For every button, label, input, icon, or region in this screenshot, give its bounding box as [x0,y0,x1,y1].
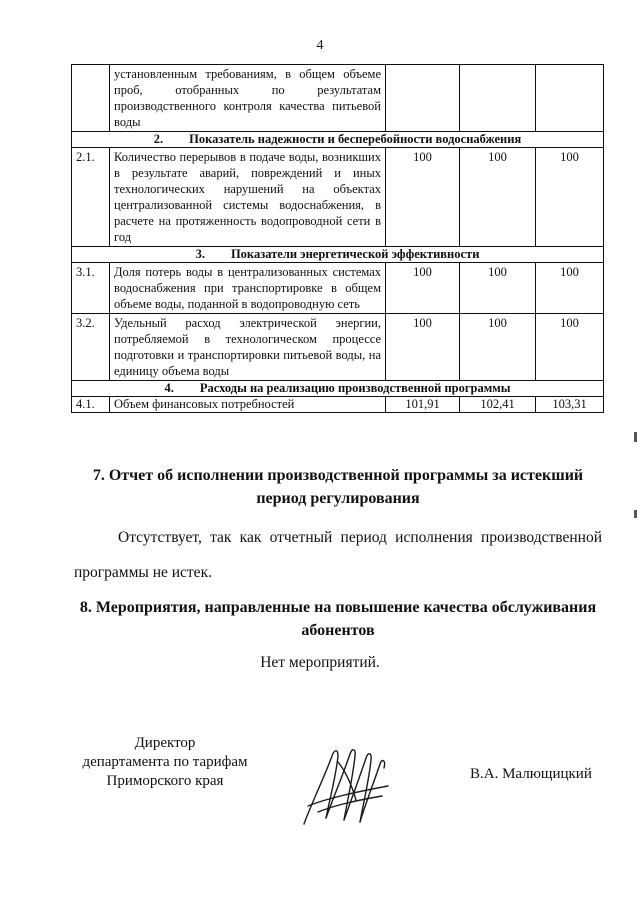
section-row [72,381,604,397]
section-number: 2. [153,132,164,146]
row-number: 3.1. [72,263,110,314]
table-row [72,65,604,132]
row-description: Доля потерь воды в централизованных системах водоснабжения при транспортировке в общем объеме воды, поданной в водопроводную сеть [110,263,386,314]
section-number: 3. [195,247,205,261]
section-8-text: Нет мероприятий. [260,654,380,671]
signatory-title-line: департамента по тарифам [82,754,248,770]
row-description: установленным требованиям, в общем объеме проб, отобранных по результатам производственного контроля качества питьевой воды [110,65,386,132]
table-row [72,263,604,314]
row-description: Объем финансовых потребностей [110,397,386,413]
table-row [72,397,604,413]
value-cell: 100 [536,263,604,314]
value-cell [536,65,604,132]
section-title: Показатели энергетической эффективности [230,247,480,261]
value-cell: 103,31 [536,397,604,413]
value-cell: 100 [536,148,604,247]
section-header [72,381,604,397]
value-cell: 100 [460,314,536,381]
row-number [72,65,110,132]
value-cell: 100 [386,314,460,381]
scan-edge-mark [634,510,637,518]
handwritten-signature [298,742,394,832]
signatory-title-line: Директор [134,735,196,751]
value-cell: 100 [536,314,604,381]
row-description: Количество перерывов в подаче воды, возникших в результате аварий, повреждений и иных технологических нарушений на объектах централизованной системы водоснабжения, в расчете на протяженность водопроводной сети в год [110,148,386,247]
row-number: 3.2. [72,314,110,381]
section-number: 4. [164,381,174,395]
signatory-title [70,734,260,791]
row-number: 4.1. [72,397,110,413]
value-cell: 100 [386,263,460,314]
value-cell: 100 [386,148,460,247]
scan-edge-mark [634,432,637,442]
value-cell: 101,91 [386,397,460,413]
value-cell [386,65,460,132]
table-row [72,314,604,381]
section-7-heading: 7. Отчет об исполнении производственной программы за истекший период регулирования [92,467,584,507]
section-row [72,247,604,263]
signatory-name: В.А. Малющицкий [470,766,592,782]
signatory-title-line: Приморского края [106,773,224,789]
section-title: Показатель надежности и бесперебойности водоснабжения [189,132,522,146]
table-row [72,148,604,247]
section-row [72,132,604,148]
section-7-text: Отсутствует, так как отчетный период исполнения производственной программы не истек. [74,529,602,581]
section-title: Расходы на реализацию производственной программы [199,381,511,395]
value-cell [460,65,536,132]
indicators-table [71,64,604,413]
page-number: 4 [316,38,324,53]
value-cell: 100 [460,148,536,247]
row-description: Удельный расход электрической энергии, потребляемой в технологическом процессе подготовки и транспортировки питьевой воды, на единицу объема воды [110,314,386,381]
section-header [72,247,604,263]
value-cell: 102,41 [460,397,536,413]
row-number: 2.1. [72,148,110,247]
section-header [72,132,604,148]
section-8-heading: 8. Мероприятия, направленные на повышение качества обслуживания абонентов [79,599,597,639]
value-cell: 100 [460,263,536,314]
